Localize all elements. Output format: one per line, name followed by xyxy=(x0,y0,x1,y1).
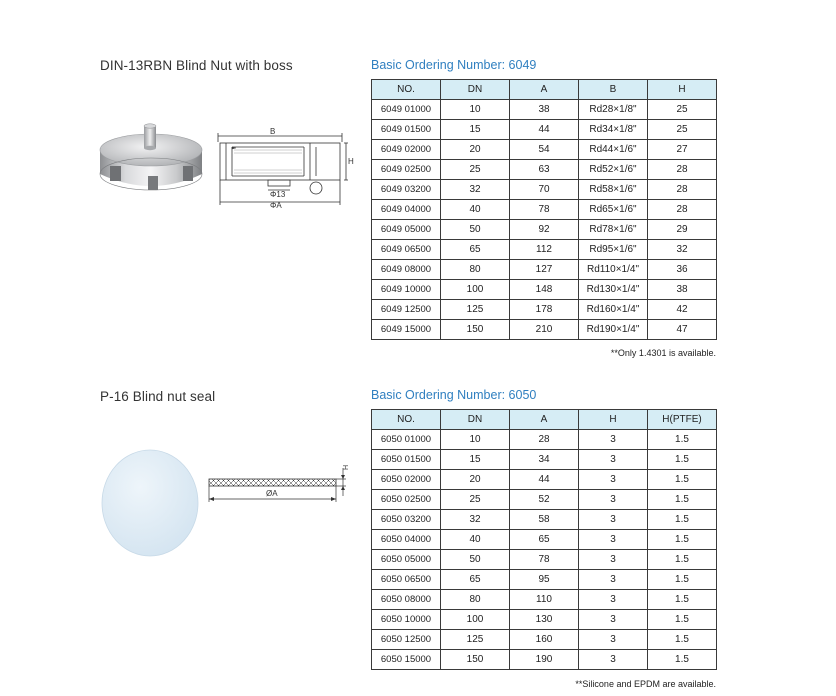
cell-dn: 65 xyxy=(441,570,510,590)
cell-b: Rd44×1/6" xyxy=(579,140,648,160)
drawing-label-phia: ΦA xyxy=(270,201,282,210)
cell-b: Rd28×1/8" xyxy=(579,100,648,120)
table-row xyxy=(372,510,717,530)
cell-no: 6050 10000 xyxy=(372,610,441,630)
cell-no: 6050 01000 xyxy=(372,430,441,450)
cell-b: Rd190×1/4" xyxy=(579,320,648,340)
cell-h: 3 xyxy=(579,590,648,610)
table-row xyxy=(372,610,717,630)
table-header-row xyxy=(372,80,717,100)
cell-dn: 32 xyxy=(441,180,510,200)
column-header-h: H xyxy=(579,410,648,430)
cell-h: 29 xyxy=(648,220,717,240)
cell-b: Rd65×1/6" xyxy=(579,200,648,220)
column-header-h: H xyxy=(648,80,717,100)
column-header-a: A xyxy=(510,410,579,430)
cell-h: 3 xyxy=(579,430,648,450)
cell-no: 6049 10000 xyxy=(372,280,441,300)
table-row xyxy=(372,300,717,320)
cell-no: 6050 15000 xyxy=(372,650,441,670)
cell-a: 148 xyxy=(510,280,579,300)
table-row xyxy=(372,200,717,220)
cell-dn: 125 xyxy=(441,300,510,320)
drawing-label-h: H xyxy=(348,157,354,166)
cell-a: 38 xyxy=(510,100,579,120)
drawing-label-b: B xyxy=(270,127,276,136)
cell-a: 58 xyxy=(510,510,579,530)
cell-dn: 20 xyxy=(441,470,510,490)
table-row xyxy=(372,160,717,180)
cell-a: 127 xyxy=(510,260,579,280)
table-row xyxy=(372,260,717,280)
cell-no: 6049 05000 xyxy=(372,220,441,240)
cell-h: 3 xyxy=(579,630,648,650)
cell-h: 25 xyxy=(648,100,717,120)
cell-a: 130 xyxy=(510,610,579,630)
table-row xyxy=(372,630,717,650)
cell-no: 6050 08000 xyxy=(372,590,441,610)
cell-dn: 15 xyxy=(441,450,510,470)
section2-ordering-number: Basic Ordering Number: 6050 xyxy=(371,388,537,402)
table-row xyxy=(372,650,717,670)
cell-dn: 10 xyxy=(441,430,510,450)
table-header-row xyxy=(372,410,717,430)
cell-dn: 50 xyxy=(441,220,510,240)
blind-nut-spec-table xyxy=(371,79,717,340)
cell-a: 78 xyxy=(510,200,579,220)
cell-h-ptfe: 1.5 xyxy=(648,490,717,510)
cell-dn: 40 xyxy=(441,530,510,550)
seal-drawing xyxy=(206,458,356,508)
cell-h-ptfe: 1.5 xyxy=(648,590,717,610)
cell-dn: 65 xyxy=(441,240,510,260)
drawing-label-phi13: Φ13 xyxy=(270,190,286,199)
cell-b: Rd130×1/4" xyxy=(579,280,648,300)
cell-no: 6050 05000 xyxy=(372,550,441,570)
cell-a: 28 xyxy=(510,430,579,450)
cell-h-ptfe: 1.5 xyxy=(648,630,717,650)
cell-a: 160 xyxy=(510,630,579,650)
cell-a: 95 xyxy=(510,570,579,590)
drawing-label-h: H xyxy=(343,464,350,470)
cell-b: Rd110×1/4" xyxy=(579,260,648,280)
cell-dn: 100 xyxy=(441,280,510,300)
cell-no: 6049 03200 xyxy=(372,180,441,200)
table-row xyxy=(372,140,717,160)
cell-h-ptfe: 1.5 xyxy=(648,650,717,670)
cell-no: 6049 06500 xyxy=(372,240,441,260)
cell-dn: 80 xyxy=(441,260,510,280)
cell-h: 3 xyxy=(579,650,648,670)
section1-note: **Only 1.4301 is available. xyxy=(610,348,716,358)
cell-b: Rd52×1/6" xyxy=(579,160,648,180)
drawing-label-phia: ØA xyxy=(266,489,278,498)
seal-spec-table xyxy=(371,409,717,670)
cell-no: 6049 02500 xyxy=(372,160,441,180)
table-row xyxy=(372,590,717,610)
column-header-no: NO. xyxy=(372,80,441,100)
cell-no: 6050 06500 xyxy=(372,570,441,590)
table-row xyxy=(372,100,717,120)
table-row xyxy=(372,450,717,470)
cell-h: 28 xyxy=(648,160,717,180)
cell-dn: 80 xyxy=(441,590,510,610)
table-row xyxy=(372,430,717,450)
column-header-b: B xyxy=(579,80,648,100)
cell-b: Rd95×1/6" xyxy=(579,240,648,260)
table-row xyxy=(372,490,717,510)
table-row xyxy=(372,550,717,570)
cell-no: 6049 12500 xyxy=(372,300,441,320)
cell-no: 6050 04000 xyxy=(372,530,441,550)
cell-a: 52 xyxy=(510,490,579,510)
section2-title: P-16 Blind nut seal xyxy=(100,389,216,404)
cell-dn: 40 xyxy=(441,200,510,220)
table-row xyxy=(372,120,717,140)
cell-no: 6049 15000 xyxy=(372,320,441,340)
table-row xyxy=(372,220,717,240)
table-row xyxy=(372,570,717,590)
cell-h-ptfe: 1.5 xyxy=(648,430,717,450)
cell-dn: 100 xyxy=(441,610,510,630)
cell-dn: 150 xyxy=(441,650,510,670)
column-header-dn: DN xyxy=(441,410,510,430)
cell-a: 70 xyxy=(510,180,579,200)
cell-dn: 25 xyxy=(441,490,510,510)
cell-a: 54 xyxy=(510,140,579,160)
table-row xyxy=(372,470,717,490)
cell-dn: 25 xyxy=(441,160,510,180)
cell-h: 28 xyxy=(648,200,717,220)
cell-h-ptfe: 1.5 xyxy=(648,570,717,590)
cell-h-ptfe: 1.5 xyxy=(648,550,717,570)
cell-h: 32 xyxy=(648,240,717,260)
column-header-h-ptfe: H(PTFE) xyxy=(648,410,717,430)
cell-h: 47 xyxy=(648,320,717,340)
table-row xyxy=(372,280,717,300)
cell-no: 6049 08000 xyxy=(372,260,441,280)
cell-a: 92 xyxy=(510,220,579,240)
cell-h-ptfe: 1.5 xyxy=(648,470,717,490)
cell-no: 6049 01000 xyxy=(372,100,441,120)
section1-ordering-number: Basic Ordering Number: 6049 xyxy=(371,58,537,72)
cell-b: Rd34×1/8" xyxy=(579,120,648,140)
cell-dn: 15 xyxy=(441,120,510,140)
cell-dn: 10 xyxy=(441,100,510,120)
column-header-dn: DN xyxy=(441,80,510,100)
cell-no: 6050 12500 xyxy=(372,630,441,650)
cell-no: 6050 01500 xyxy=(372,450,441,470)
cell-a: 178 xyxy=(510,300,579,320)
cell-h: 36 xyxy=(648,260,717,280)
cell-h-ptfe: 1.5 xyxy=(648,530,717,550)
cell-h: 3 xyxy=(579,530,648,550)
cell-a: 110 xyxy=(510,590,579,610)
cell-h: 3 xyxy=(579,610,648,630)
cell-dn: 32 xyxy=(441,510,510,530)
cell-h: 27 xyxy=(648,140,717,160)
cell-a: 44 xyxy=(510,120,579,140)
blind-nut-image xyxy=(96,120,206,200)
cell-no: 6049 01500 xyxy=(372,120,441,140)
cell-dn: 50 xyxy=(441,550,510,570)
cell-a: 78 xyxy=(510,550,579,570)
cell-h: 3 xyxy=(579,570,648,590)
cell-no: 6050 02500 xyxy=(372,490,441,510)
section2-note: **Silicone and EPDM are available. xyxy=(575,679,716,689)
cell-h: 3 xyxy=(579,510,648,530)
cell-no: 6050 02000 xyxy=(372,470,441,490)
cell-h: 3 xyxy=(579,550,648,570)
cell-dn: 150 xyxy=(441,320,510,340)
cell-no: 6049 02000 xyxy=(372,140,441,160)
cell-h: 3 xyxy=(579,490,648,510)
cell-b: Rd78×1/6" xyxy=(579,220,648,240)
cell-no: 6050 03200 xyxy=(372,510,441,530)
cell-a: 34 xyxy=(510,450,579,470)
section1-title: DIN-13RBN Blind Nut with boss xyxy=(100,58,293,73)
table-row xyxy=(372,180,717,200)
cell-h-ptfe: 1.5 xyxy=(648,610,717,630)
cell-no: 6049 04000 xyxy=(372,200,441,220)
cell-a: 112 xyxy=(510,240,579,260)
blind-nut-drawing xyxy=(212,128,352,208)
cell-h: 28 xyxy=(648,180,717,200)
cell-a: 44 xyxy=(510,470,579,490)
seal-image xyxy=(100,448,200,558)
column-header-no: NO. xyxy=(372,410,441,430)
table-row xyxy=(372,320,717,340)
cell-dn: 20 xyxy=(441,140,510,160)
cell-a: 65 xyxy=(510,530,579,550)
cell-a: 190 xyxy=(510,650,579,670)
cell-h: 25 xyxy=(648,120,717,140)
cell-a: 210 xyxy=(510,320,579,340)
cell-h-ptfe: 1.5 xyxy=(648,450,717,470)
cell-b: Rd160×1/4" xyxy=(579,300,648,320)
table-row xyxy=(372,530,717,550)
column-header-a: A xyxy=(510,80,579,100)
cell-h-ptfe: 1.5 xyxy=(648,510,717,530)
cell-a: 63 xyxy=(510,160,579,180)
cell-h: 42 xyxy=(648,300,717,320)
cell-h: 3 xyxy=(579,470,648,490)
cell-h: 3 xyxy=(579,450,648,470)
cell-dn: 125 xyxy=(441,630,510,650)
table-row xyxy=(372,240,717,260)
cell-h: 38 xyxy=(648,280,717,300)
cell-b: Rd58×1/6" xyxy=(579,180,648,200)
